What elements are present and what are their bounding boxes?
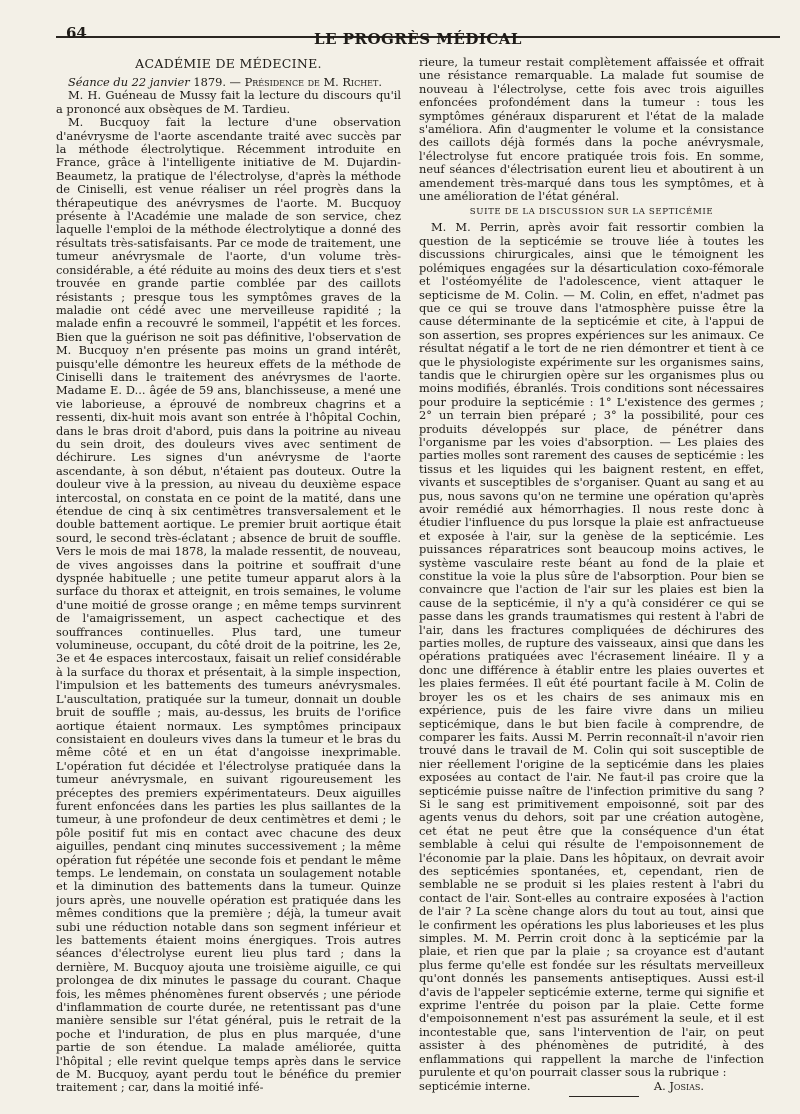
text-columns [56, 56, 780, 1097]
last-line: septicémie interne. [419, 1079, 531, 1094]
left-column [56, 56, 401, 1097]
paragraph-bucquoy-continued: rieure, la tumeur restait complètement affaissée et offrait une résistance remarquable. La malade fut soumise de nouveau à l'électrolyse, cette fois avec trois aiguilles enfoncées profondément dans la tumeur : tous les symptômes généraux disparurent et l'état de la malade s'améliora. Afin d'augmenter le volume et la consistance des caillots déjà formés dans la poche anévrysmale, l'électrolyse fut encore pratiquée trois fois. En somme, neuf séances d'électrisation eurent lieu et aboutirent à un amendement très-marqué dans tous les symptômes, et à une amélioration de l'état général. [419, 56, 764, 204]
page-number: 64 [66, 24, 87, 42]
right-column [419, 56, 764, 1097]
session-president: — Présidence de M. Richet. [225, 75, 382, 89]
end-rule [569, 1096, 639, 1097]
journal-title: LE PROGRÈS MÉDICAL [314, 30, 522, 48]
author-signature: A. Josias. [653, 1079, 704, 1094]
signature-line [419, 1079, 764, 1093]
section-title: ACADÉMIE DE MÉDECINE. [135, 56, 322, 71]
session-date: Séance du 22 janvier [68, 75, 190, 89]
subsection-title: SUITE DE LA DISCUSSION SUR LA SEPTICÉMIE [469, 207, 714, 218]
session-line [56, 76, 401, 89]
running-header [56, 0, 780, 48]
paragraph-perrin: M. M. Perrin, après avoir fait ressortir combien la question de la septicémie se trouve liée à toutes les discussions chirurgicales, ainsi que le témoignent les polémiques engagées sur la désarticulation coxo-fémorale et l'ostéomyélite de l'adolescence, vient attaquer le septicisme de M. Colin. — M. Colin, en effet, n'admet pas que ce qui se trouve dans l'atmosphère puisse être la cause déterminante de la septicémie et cite, à l'appui de son assertion, ses propres expériences sur les animaux. Ce résultat négatif a le tort de ne rien démontrer et tient à ce que le physiologiste expérimente sur les organismes sains, tandis que le chirurgien opère sur les organismes plus ou moins modifiés, ébranlés. Trois conditions sont nécessaires pour produire la septicémie : 1° L'existence des germes ; 2° un terrain bien préparé ; 3° la possibilité, pour ces produits développés sur place, de pénétrer dans l'organisme par les voies d'absorption. — Les plaies des parties molles sont rarement des causes de septicémie : les tissus et les liquides qui les baignent restent, en effet, vivants et susceptibles de s'organiser. Quant au sang et au pus, nous savons qu'on ne termine une opération qu'après avoir remédié aux hémorrhagies. Il nous reste donc à étudier l'influence du pus lorsque la plaie est anfractueuse et exposée à l'air, sur la genèse de la septicémie. Les puissances réparatrices sont beaucoup moins actives, le système vasculaire reste béant au fond de la plaie et constitue la voie la plus sûre de l'absorption. Pour bien se convaincre que l'action de l'air sur les plaies est bien la cause de la septicémie, il n'y a qu'à considérer ce qui se passe dans les grands traumatismes qui restent à l'abri de l'air, dans les fractures compliquées de déchirures des parties molles, de rupture des vaisseaux, ainsi que dans les opérations pratiquées avec l'écrasement linéaire. Il y a donc une différence à établir entre les plaies ouvertes et les plaies fermées. Il eût été pourtant facile à M. Colin de broyer les os et les chairs de ses animaux mis en expérience, puis de les faire vivre dans un milieu septicémique, dans le but bien facile à comprendre, de comparer les faits. Aussi M. Perrin reconnaît-il n'avoir rien trouvé dans le travail de M. Colin qui soit susceptible de nier réellement l'origine de la septicémie dans les plaies exposées au contact de l'air. Ne faut-il pas croire que la septicémie puisse naître de l'infection primitive du sang ? Si le sang est primitivement empoisonné, soit par des agents venus du dehors, soit par une création autogène, cet état ne peut être que la conséquence d'un état semblable à celui qui résulte de l'empoisonnement de l'économie par la plaie. Dans les hôpitaux, on devrait avoir des septicémies spontanées, et, cependant, rien de semblable ne se produit si les plaies restent à l'abri du contact de l'air. Sont-elles au contraire exposées à l'action de l'air ? La scène change alors du tout au tout, ainsi que le confirment les opérations les plus laborieuses et les plus simples. M. M. Perrin croit donc à la septicémie par la plaie, et rien que par la plaie ; sa croyance est d'autant plus ferme qu'elle est fondée sur les résultats merveilleux qu'ont donnés les pansements antiseptiques. Aussi est-il d'avis de l'appeler septicémie externe, terme qui signifie et exprime l'entrée du poison par la plaie. Cette forme d'empoisonnement n'est pas assurément la seule, et il est incontestable que, sans l'intervention de l'air, on peut assister à des phénomènes de putridité, à des enflammations qui rappellent la marche de l'infection purulente et qu'on pourrait classer sous la rubrique : [419, 220, 764, 1080]
paragraph-mussy: M. H. Guéneau de Mussy fait la lecture du discours qu'il a prononcé aux obsèques de M. Tardieu. [56, 88, 401, 116]
paragraph-bucquoy: M. Bucquoy fait la lecture d'une observation d'anévrysme de l'aorte ascendante traité avec succès par la méthode électrolytique. Récemment introduite en France, grâce à l'intelligente initiative de M. Dujardin-Beaumetz, la pratique de l'électrolyse, d'après la méthode de Ciniselli, est venue réaliser un réel progrès dans la thérapeutique des anévrysmes de l'aorte. M. Bucquoy présente à l'Académie une malade de son service, chez laquelle l'emploi de la méthode électrolytique a donné des résultats très-satisfaisants. Par ce mode de traitement, une tumeur anévrysmale de l'aorte, d'un volume très-considérable, a été réduite au moins des deux tiers et s'est trouvée en grande partie comblée par des caillots résistants ; presque tous les symptômes graves de la maladie ont cédé avec une merveilleuse rapidité ; la malade enfin a recouvré le sommeil, l'appétit et les forces. Bien que la guérison ne soit pas définitive, l'observation de M. Bucquoy n'en présente pas moins un grand intérêt, puisqu'elle démontre les heureux effets de la méthode de Ciniselli dans le traitement des anévrysmes de l'aorte. Madame E. D... âgée de 59 ans, blanchisseuse, a mené une vie laborieuse, a éprouvé de nombreux chagrins et a ressenti, dix-huit mois avant son entrée à l'hôpital Cochin, dans le bras droit d'abord, puis dans la poitrine au niveau du sein droit, des douleurs vives avec sentiment de déchirure. Les signes d'un anévrysme de l'aorte ascendante, à son début, n'étaient pas douteux. Outre la douleur vive à la pression, au niveau du deuxième espace intercostal, on constata en ce point de la matité, dans une étendue de cinq à six centimètres transversalement et le double battement aortique. Le premier bruit aortique était sourd, le second très-éclatant ; absence de bruit de souffle. Vers le mois de mai 1878, la malade ressentit, de nouveau, de vives angoisses dans la poitrine et souffrait d'une dyspnée habituelle ; une petite tumeur apparut alors à la surface du thorax et atteignit, en trois semaines, le volume d'une moitié de grosse orange ; en même temps survinrent de l'amaigrissement, un aspect cachectique et des souffrances continuelles. Plus tard, une tumeur volumineuse, occupant, du côté droit de la poitrine, les 2e, 3e et 4e espaces intercostaux, faisait un relief considérable à la surface du thorax et présentait, à la simple inspection, l'impulsion et les battements des tumeurs anévrysmales. L'auscultation, pratiquée sur la tumeur, donnait un double bruit de souffle ; mais, au-dessus, les bruits de l'orifice aortique étaient normaux. Les symptômes principaux consistaient en douleurs vives dans la tumeur et le bras du même côté et en un état d'angoisse inexprimable. L'opération fut décidée et l'électrolyse pratiquée dans la tumeur anévrysmale, en suivant rigoureusement les préceptes des premiers expérimentateurs. Deux aiguilles furent enfoncées dans les parties les plus saillantes de la tumeur, à une profondeur de deux centimètres et demi ; le pôle positif fut mis en contact avec chacune des deux aiguilles, pendant cinq minutes successivement ; la même opération fut répétée une seconde fois et pendant le même temps. Le lendemain, on constata un soulagement notable et la diminution des battements dans la tumeur. Quinze jours après, une nouvelle opération est pratiquée dans les mêmes conditions que la première ; déjà, la tumeur avait subi une réduction notable dans son segment inférieur et les battements étaient moins énergiques. Trois autres séances d'électrolyse eurent lieu plus tard ; dans la dernière, M. Bucquoy ajouta une troisième aiguille, ce qui prolongea de dix minutes le passage du courant. Chaque fois, les mêmes phénomènes furent observés ; une période d'inflammation de courte durée, ne retentissant pas d'une manière sensible sur l'état général, puis le retrait de la poche et l'induration, de plus en plus marquée, d'une partie de son étendue. La malade améliorée, quitta l'hôpital ; elle revint quelque temps après dans le service de M. Bucquoy, ayant perdu tout le bénéfice du premier traitement ; car, dans la moitié infé- [56, 115, 401, 1095]
session-year: 1879. [193, 75, 226, 89]
